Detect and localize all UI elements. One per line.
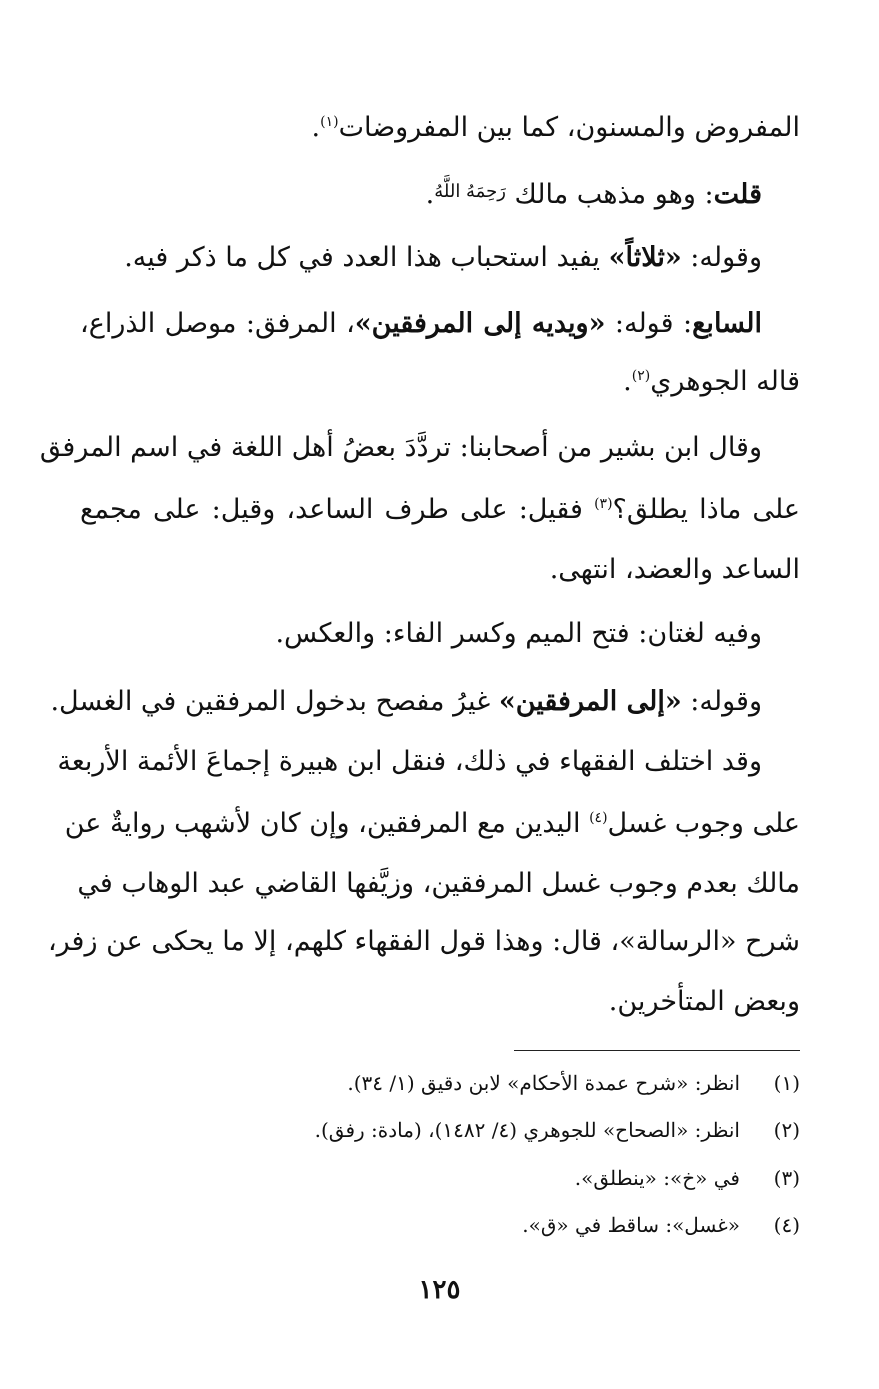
text-line bbox=[80, 108, 800, 148]
text-line bbox=[80, 982, 800, 1022]
line-text: وقال ابن بشير من أصحابنا: تردَّدَ بعضُ أهل اللغة في اسم المرفق bbox=[39, 432, 762, 463]
page-body bbox=[39, 0, 800, 1389]
bold-term: «ثلاثاً» bbox=[608, 242, 682, 273]
footnote bbox=[80, 1115, 800, 1145]
footnote-number: (١) bbox=[773, 1071, 800, 1095]
footnote-text: انظر: «الصحاح» للجوهري (٤/ ١٤٨٢)، (مادة: رفق). bbox=[314, 1118, 740, 1142]
text-line bbox=[80, 238, 800, 278]
line-text: وفيه لغتان: فتح الميم وكسر الفاء: والعكس. bbox=[275, 618, 762, 649]
line-text: ، المرفق: موصل الذراع، bbox=[80, 308, 355, 339]
text-line bbox=[77, 864, 800, 904]
line-text: وبعض المتأخرين. bbox=[608, 986, 800, 1017]
line-text: يفيد استحباب هذا العدد في كل ما ذكر فيه. bbox=[124, 242, 609, 273]
text-line bbox=[80, 614, 800, 654]
bold-term: «ويديه إلى المرفقين» bbox=[354, 308, 606, 339]
bold-term: قلت bbox=[713, 179, 762, 210]
text-line bbox=[80, 550, 800, 590]
footnote-ref[interactable]: (٤) bbox=[589, 810, 608, 826]
text-line bbox=[64, 804, 800, 844]
bold-term: «إلى المرفقين» bbox=[498, 686, 682, 717]
text-line bbox=[80, 490, 800, 530]
footnote bbox=[80, 1068, 800, 1098]
line-lead: وقوله: bbox=[681, 686, 762, 717]
footnote-text: «غسل»: ساقط في «ق». bbox=[522, 1213, 740, 1237]
text-line bbox=[47, 922, 800, 962]
footnote-divider bbox=[514, 1050, 800, 1051]
footnote-text: في «خ»: «ينطلق». bbox=[574, 1166, 740, 1190]
line-text: قاله الجوهري bbox=[650, 366, 800, 397]
footnote-ref[interactable]: (٣) bbox=[594, 496, 613, 512]
footnote-text: انظر: «شرح عمدة الأحكام» لابن دقيق (١/ ٣٤). bbox=[347, 1071, 740, 1095]
line-tail: اليدين مع المرفقين، وإن كان لأشهب روايةٌ عن bbox=[64, 808, 590, 839]
line-lead: وقوله: bbox=[681, 242, 762, 273]
line-text: المفروض والمسنون، كما بين المفروضات bbox=[338, 112, 800, 143]
line-tail: فقيل: على طرف الساعد، وقيل: على مجمع bbox=[80, 494, 595, 525]
bold-term: السابع bbox=[692, 308, 762, 339]
text-line bbox=[39, 428, 800, 468]
line-text: وقد اختلف الفقهاء في ذلك، فنقل ابن هبيرة إجماعَ الأئمة الأربعة bbox=[57, 746, 762, 777]
line-text: غيرُ مفصح بدخول المرفقين في الغسل. bbox=[50, 686, 499, 717]
text-line bbox=[80, 362, 800, 402]
line-text: مالك بعدم وجوب غسل المرفقين، وزيَّفها القاضي عبد الوهاب في bbox=[77, 868, 800, 899]
text-line bbox=[80, 172, 800, 215]
line-text: على ماذا يطلق؟ bbox=[612, 494, 800, 525]
honorific-glyph: رَحِمَهُ اللَّهُ bbox=[434, 181, 506, 202]
footnote-ref[interactable]: (١) bbox=[320, 114, 339, 130]
text-line bbox=[50, 682, 800, 722]
text-line bbox=[80, 304, 800, 344]
line-text: الساعد والعضد، انتهى. bbox=[549, 554, 800, 585]
text-line bbox=[57, 742, 800, 782]
footnote-number: (٤) bbox=[773, 1213, 800, 1237]
footnote bbox=[80, 1163, 800, 1193]
line-tail: . bbox=[311, 112, 321, 143]
line-text: : وهو مذهب مالك bbox=[505, 179, 714, 210]
footnote-number: (٣) bbox=[773, 1166, 800, 1190]
page-number: ١٢٥ bbox=[418, 1275, 461, 1305]
line-tail: . bbox=[623, 366, 632, 397]
line-text: على وجوب غسل bbox=[607, 808, 800, 839]
footnote bbox=[80, 1210, 800, 1240]
footnote-ref[interactable]: (٢) bbox=[631, 368, 651, 384]
line-text: : قوله: bbox=[605, 308, 693, 339]
line-tail: . bbox=[425, 179, 435, 210]
line-text: شرح «الرسالة»، قال: وهذا قول الفقهاء كلهم، إلا ما يحكى عن زفر، bbox=[47, 926, 800, 957]
footnote-number: (٢) bbox=[773, 1118, 800, 1142]
